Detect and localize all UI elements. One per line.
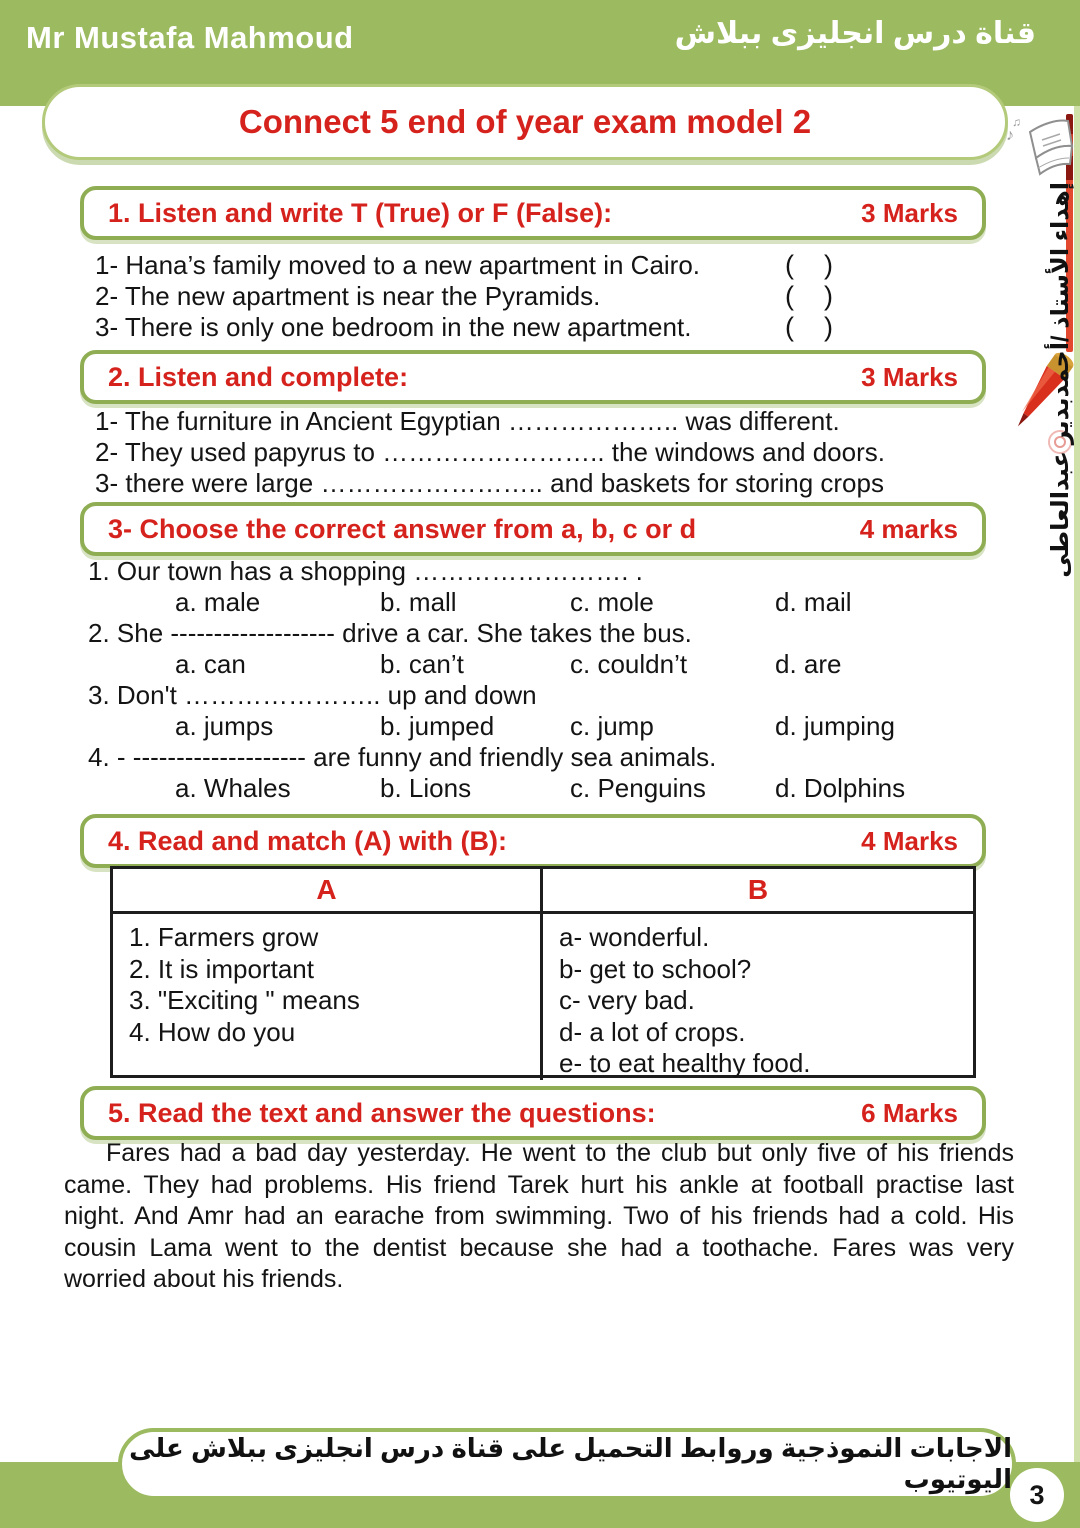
mcq-question: 4. - -------------------- are funny and friendly sea animals.: [88, 742, 717, 772]
section2-items: [95, 406, 955, 499]
section1-heading: 1. Listen and write T (True) or F (False):: [108, 197, 613, 228]
option-c: c. couldn’t: [570, 649, 688, 679]
column-a-cell: [113, 914, 543, 1080]
section3-marks: 4 marks: [859, 513, 958, 544]
footer-note-arabic: الاجابات النموذجية وروابط التحميل على قناة درس انجليزى ببلاش على اليوتيوب: [129, 1433, 1012, 1494]
channel-name-arabic: قناة درس انجليزى ببلاش: [674, 17, 1036, 50]
option-d: d. are: [775, 649, 842, 679]
section5-marks: 6 Marks: [861, 1097, 958, 1128]
exam-title: Connect 5 end of year exam model 2: [238, 103, 812, 140]
section1-items: [95, 250, 895, 343]
match-table: [110, 866, 976, 1078]
section2-header-box: [80, 350, 986, 404]
mcq-question: 3. Don't ………………….. up and down: [88, 680, 537, 710]
option-d: d. mail: [775, 587, 852, 617]
section2-marks: 3 Marks: [861, 361, 958, 392]
section3-heading: 3- Choose the correct answer from a, b, c or d: [108, 513, 697, 544]
true-false-item: [95, 312, 895, 343]
option-d: d. Dolphins: [775, 773, 906, 803]
match-item-a: 2. It is important: [129, 953, 314, 984]
match-item-b: a- wonderful.: [559, 922, 710, 952]
section5-heading: 5. Read the text and answer the questions:: [108, 1097, 656, 1128]
reading-passage: Fares had a bad day yesterday. He went to the club but only five of his friends came. They had problems. His friend Tarek hurt his ankle at football practise last night. And Amr had an earache from swimming. Two of his friends had a cold. His cousin Lama went to the dentist because she had a toothache. Fares was very worried about his friends.: [64, 1139, 1014, 1293]
option-c: c. jump: [570, 711, 654, 741]
match-item-b: d- a lot of crops.: [559, 1016, 746, 1047]
match-item-a: 4. How do you: [129, 1016, 296, 1047]
answer-bracket: ( ): [785, 250, 833, 280]
section5-header-box: [80, 1086, 986, 1140]
question-text: 1- Hana’s family moved to a new apartment in Cairo.: [95, 250, 701, 280]
svg-text:♪: ♪: [1006, 127, 1014, 144]
column-a-header: A: [113, 869, 543, 911]
section3-questions: [88, 556, 988, 804]
option-a: a. jumps: [175, 711, 274, 741]
footer-note-banner: [118, 1428, 1016, 1500]
match-item-a: 1. Farmers grow: [129, 922, 319, 952]
option-a: a. can: [175, 649, 246, 679]
section1-header-box: [80, 186, 986, 240]
option-a: a. male: [175, 587, 261, 617]
mcq-options: [88, 711, 988, 742]
mcq-options: [88, 587, 988, 618]
match-table-header: [113, 869, 973, 914]
dedication-text-arabic: إهداء الأستاذ /أحمدبدير عبدالعاطى: [1047, 182, 1074, 578]
option-d: d. jumping: [775, 711, 895, 741]
svg-text:♫: ♫: [1012, 115, 1021, 129]
section2-heading: 2. Listen and complete:: [108, 361, 409, 392]
mcq-question: 2. She ------------------- drive a car. She takes the bus.: [88, 618, 692, 648]
column-b-cell: [543, 914, 973, 1080]
section4-marks: 4 Marks: [861, 825, 958, 856]
true-false-item: [95, 281, 895, 312]
match-item-b: c- very bad.: [559, 985, 695, 1015]
mcq-options: [88, 773, 988, 804]
section4-heading: 4. Read and match (A) with (B):: [108, 825, 508, 856]
exam-title-banner: [42, 84, 1008, 160]
section3-header-box: [80, 502, 986, 556]
question-text: 3- There is only one bedroom in the new apartment.: [95, 312, 692, 342]
answer-bracket: ( ): [785, 312, 833, 342]
mcq-options: [88, 649, 988, 680]
question-text: 2- The new apartment is near the Pyramids.: [95, 281, 601, 311]
answer-bracket: ( ): [785, 281, 833, 311]
fill-blank-item: 1- The furniture in Ancient Egyptian ……………….. was different.: [95, 406, 840, 436]
option-c: c. Penguins: [570, 773, 706, 803]
match-item-b: b- get to school?: [559, 953, 752, 984]
column-b-header: B: [747, 874, 769, 905]
match-item-b: e- to eat healthy food.: [559, 1048, 811, 1078]
section1-marks: 3 Marks: [861, 197, 958, 228]
option-c: c. mole: [570, 587, 654, 617]
section4-header-box: [80, 814, 986, 868]
fill-blank-item: 3- there were large …………………….. and baskets for storing crops: [95, 468, 884, 498]
option-b: b. jumped: [380, 711, 495, 741]
option-b: b. Lions: [380, 773, 472, 803]
match-item-a: 3. "Exciting " means: [129, 985, 360, 1015]
option-b: b. can’t: [380, 649, 464, 679]
match-table-body: [113, 914, 973, 1078]
option-b: b. mall: [380, 587, 457, 617]
true-false-item: [95, 250, 895, 281]
fill-blank-item: 2- They used papyrus to …………………….. the windows and doors.: [95, 437, 885, 467]
option-a: a. Whales: [175, 773, 291, 803]
page-number-badge: 3: [1010, 1468, 1064, 1522]
mcq-question: 1. Our town has a shopping ……………………. .: [88, 556, 643, 586]
teacher-name: Mr Mustafa Mahmoud: [26, 20, 354, 55]
